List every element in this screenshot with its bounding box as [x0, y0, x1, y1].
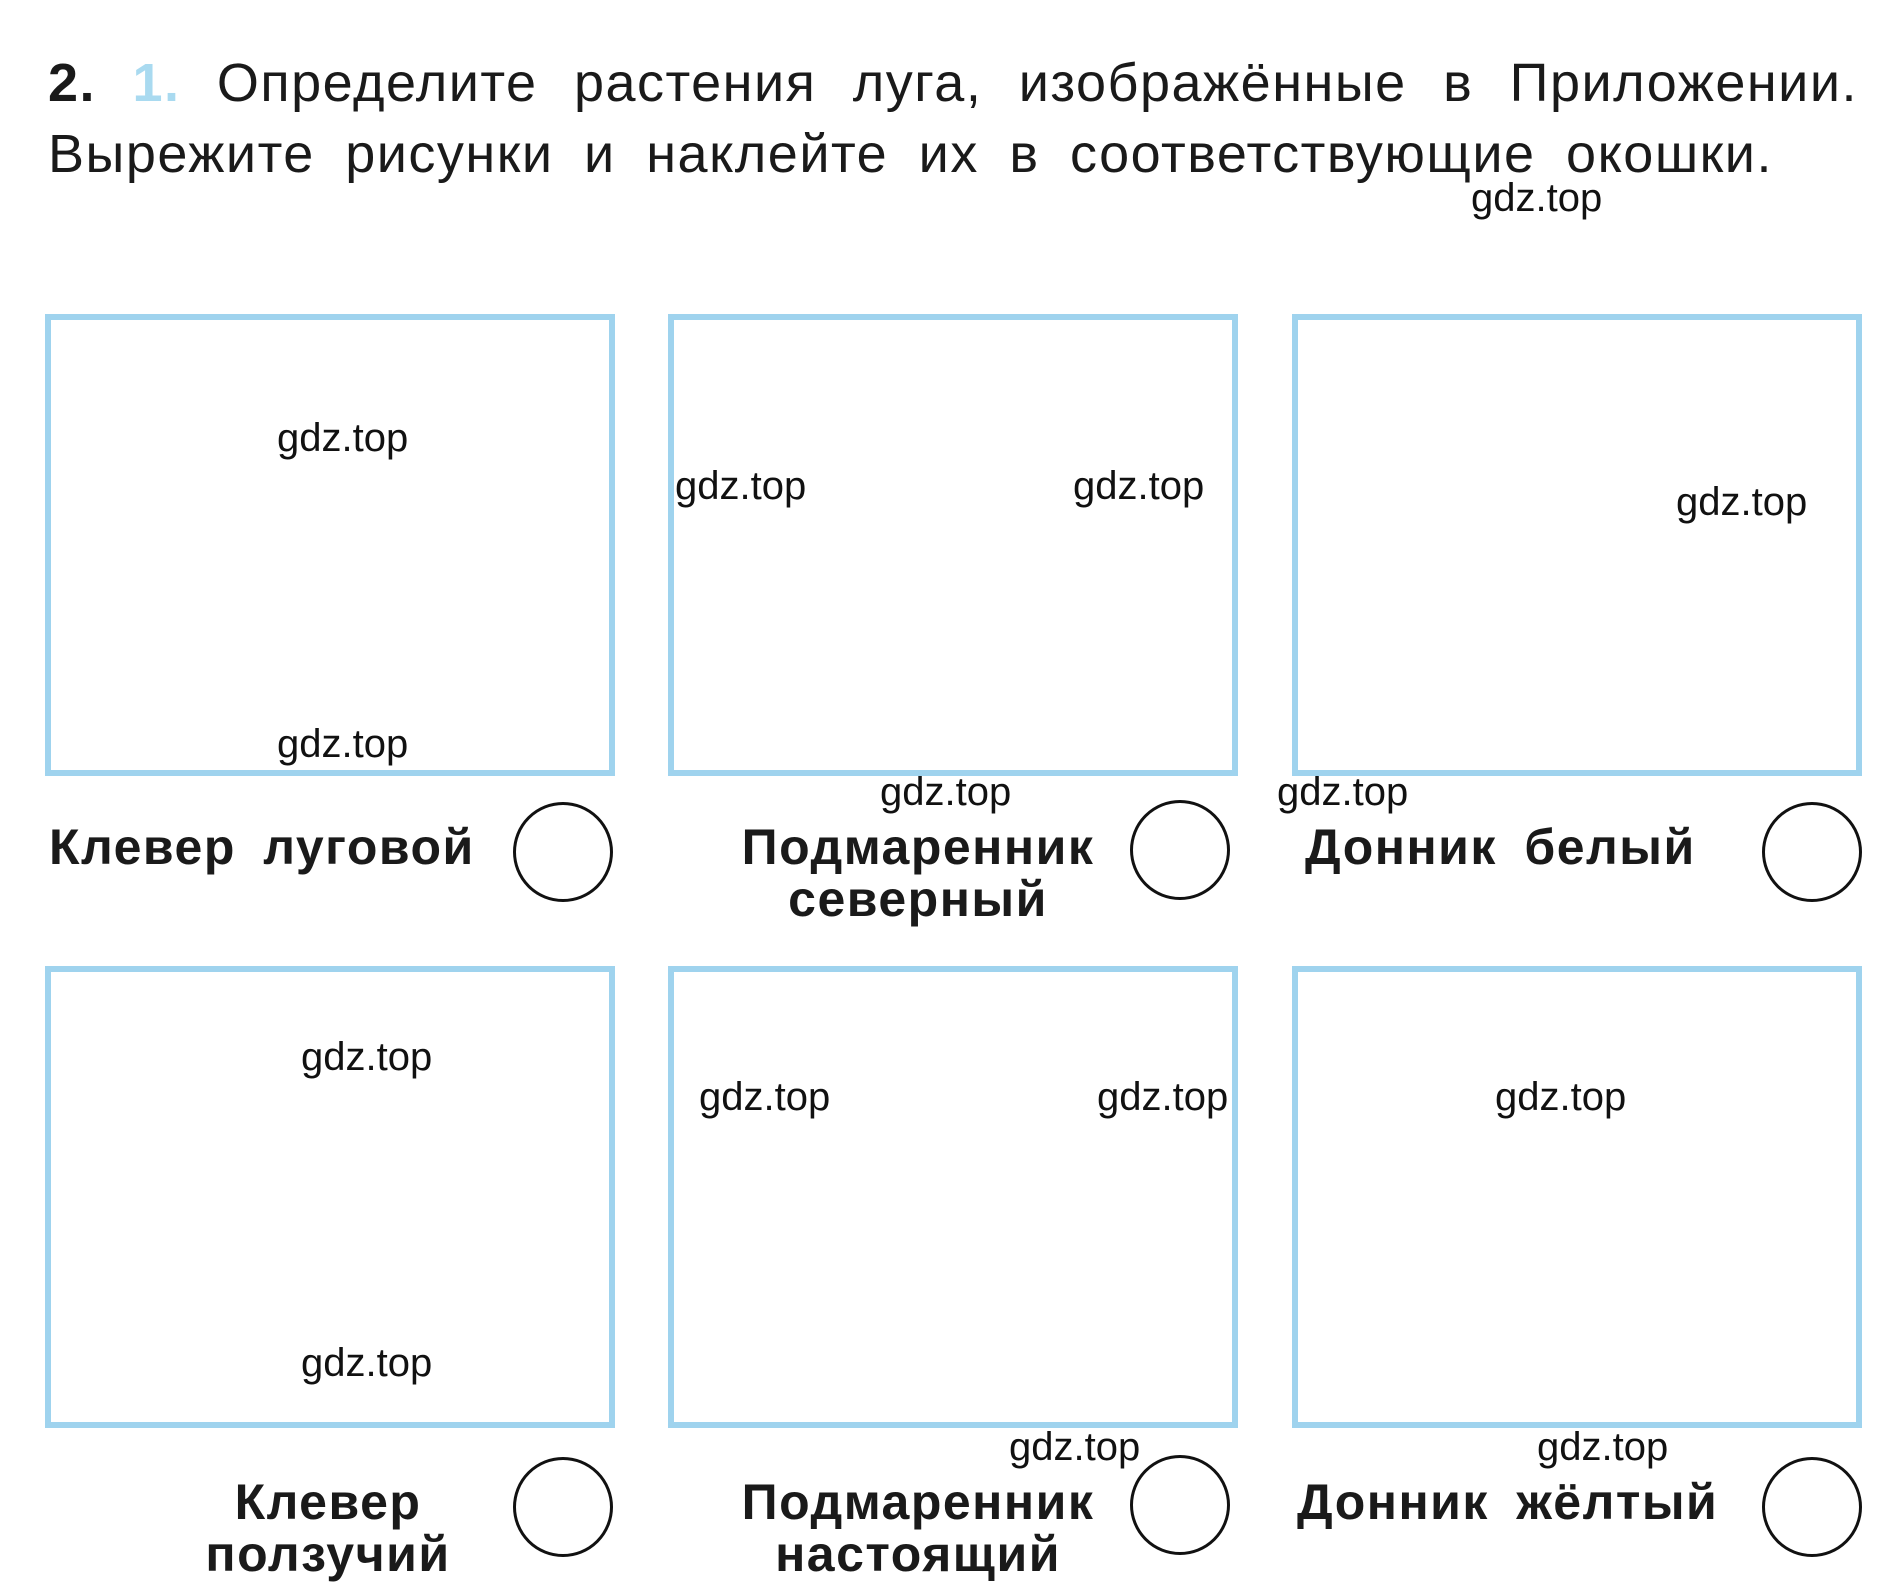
picture-box-1[interactable] — [45, 314, 615, 776]
watermark: gdz.top — [277, 722, 409, 766]
picture-box-5[interactable] — [668, 966, 1238, 1428]
watermark: gdz.top — [1471, 176, 1603, 220]
answer-circle-6[interactable] — [1762, 1457, 1862, 1557]
watermark: gdz.top — [1073, 464, 1205, 508]
watermark: gdz.top — [1676, 480, 1808, 524]
card-label-3: Донник белый — [1305, 819, 1696, 875]
card-label-1: Клевер луговой — [49, 819, 475, 875]
answer-circle-1[interactable] — [513, 802, 613, 902]
card-label-5: Подмаренник настоящий — [741, 1474, 1095, 1582]
answer-circle-4[interactable] — [513, 1457, 613, 1557]
task-text — [48, 48, 1858, 190]
watermark: gdz.top — [1097, 1075, 1229, 1119]
picture-box-3[interactable] — [1292, 314, 1862, 776]
card-label-4: Клевер ползучий — [205, 1474, 451, 1582]
picture-box-2[interactable] — [668, 314, 1238, 776]
answer-circle-3[interactable] — [1762, 802, 1862, 902]
watermark: gdz.top — [1009, 1425, 1141, 1469]
answer-circle-5[interactable] — [1130, 1455, 1230, 1555]
task-sub-number: 1. — [132, 53, 181, 113]
watermark: gdz.top — [675, 464, 807, 508]
watermark: gdz.top — [301, 1341, 433, 1385]
task-number: 2. — [48, 53, 97, 113]
task-instructions: Определите растения луга, изображённые в Приложении. Вырежите рисунки и наклейте их в соответствующие окошки. — [48, 53, 1858, 184]
picture-box-6[interactable] — [1292, 966, 1862, 1428]
answer-circle-2[interactable] — [1130, 800, 1230, 900]
watermark: gdz.top — [880, 770, 1012, 814]
card-label-2: Подмаренник северный — [741, 819, 1095, 927]
watermark: gdz.top — [699, 1075, 831, 1119]
watermark: gdz.top — [277, 416, 409, 460]
watermark: gdz.top — [301, 1035, 433, 1079]
watermark: gdz.top — [1495, 1075, 1627, 1119]
watermark: gdz.top — [1537, 1425, 1669, 1469]
card-label-6: Донник жёлтый — [1297, 1474, 1719, 1530]
watermark: gdz.top — [1277, 770, 1409, 814]
